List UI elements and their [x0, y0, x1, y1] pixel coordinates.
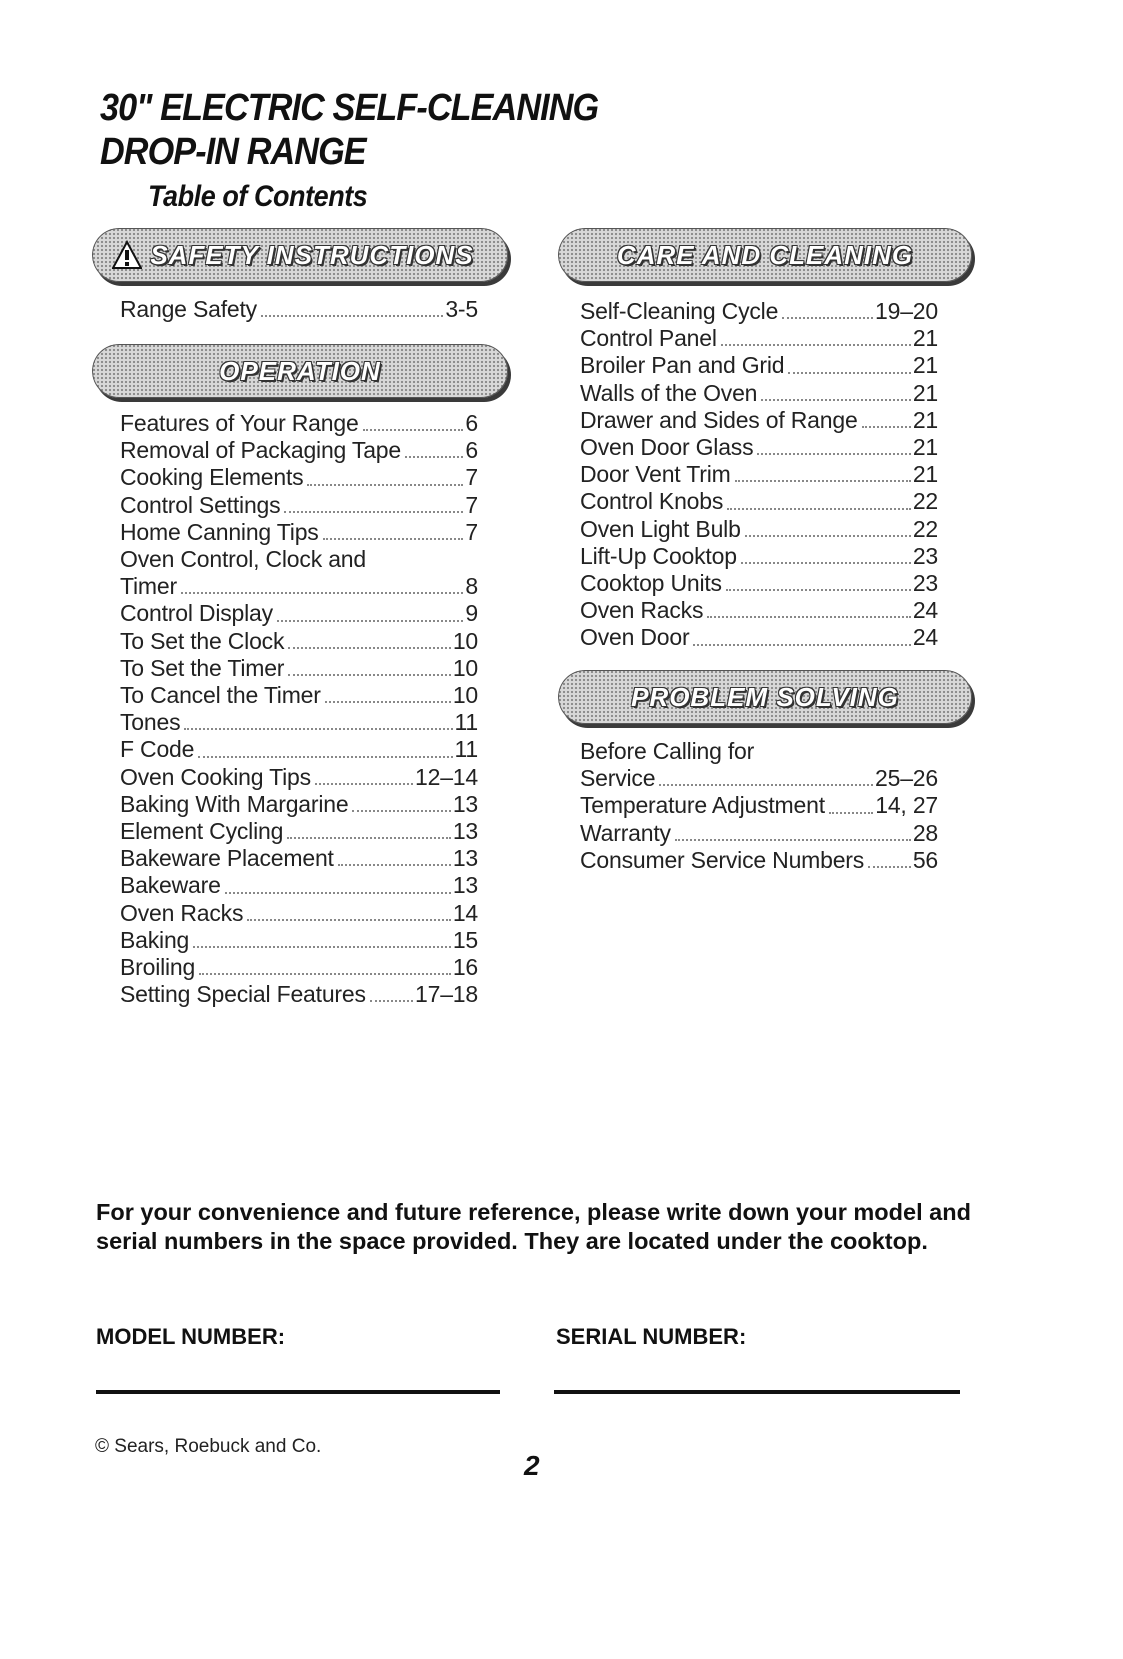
toc-entry	[120, 546, 478, 573]
toc-entry-page: 23	[912, 570, 938, 597]
toc-entry-page: 13	[452, 872, 478, 899]
toc-entry	[120, 927, 478, 954]
dot-leader	[370, 1000, 413, 1002]
toc-entry-title: To Set the Timer	[120, 654, 285, 681]
toc-entry-title: Control Panel	[580, 325, 717, 352]
dot-leader	[726, 589, 911, 591]
dot-leader	[325, 701, 451, 703]
toc-entry-title: Bakeware Placement	[120, 845, 334, 872]
toc-entry-page: 23	[912, 542, 938, 569]
dot-leader	[761, 399, 911, 401]
toc-entry-page: 8	[465, 573, 478, 600]
toc-entry-title: Cooking Elements	[120, 464, 304, 491]
toc-entry-page: 11	[454, 709, 478, 736]
toc-entry-title: Removal of Packaging Tape	[120, 437, 401, 464]
toc-entry-title: Element Cycling	[120, 818, 284, 845]
toc-entry-page: 10	[452, 627, 478, 654]
toc-entry-title: Consumer Service Numbers	[580, 846, 865, 873]
dot-leader	[829, 812, 873, 814]
toc-subtitle: Table of Contents	[148, 180, 368, 213]
toc-entry-page: 14, 27	[875, 792, 938, 819]
toc-entry	[580, 352, 938, 379]
toc-entry	[580, 380, 938, 407]
toc-entry-title: Range Safety	[120, 296, 257, 322]
toc-entry-page: 13	[452, 790, 478, 817]
dot-leader	[741, 562, 911, 564]
toc-entry	[120, 437, 478, 464]
toc-entry-title: Oven Racks	[120, 899, 244, 926]
toc-entry	[580, 325, 938, 352]
toc-entry-page: 3-5	[445, 296, 478, 322]
toc-entry	[120, 492, 478, 519]
banner-label: CARE AND CLEANING	[616, 239, 914, 270]
operation-toc-list	[120, 410, 478, 1008]
page-number: 2	[524, 1450, 540, 1481]
toc-entry	[120, 682, 478, 709]
toc-entry	[580, 570, 938, 597]
toc-entry	[120, 981, 478, 1008]
toc-entry	[120, 573, 478, 600]
dot-leader	[338, 864, 451, 866]
toc-entry	[580, 516, 938, 543]
toc-entry	[120, 872, 478, 899]
dot-leader	[868, 866, 911, 868]
toc-entry-page: 19–20	[875, 298, 938, 324]
banner-label: SAFETY INSTRUCTIONS	[150, 239, 474, 270]
dot-leader	[693, 644, 910, 646]
toc-entry-title: Temperature Adjustment	[580, 792, 825, 819]
toc-entry	[120, 954, 478, 981]
serial-number-line[interactable]	[554, 1390, 960, 1394]
toc-entry-page: 25–26	[875, 765, 938, 792]
dot-leader	[247, 919, 451, 921]
toc-entry	[120, 600, 478, 627]
toc-entry-title: To Cancel the Timer	[120, 682, 321, 709]
safety-instructions-banner	[92, 228, 508, 282]
dot-leader	[782, 317, 873, 319]
toc-entry-page: 17–18	[415, 981, 478, 1008]
toc-entry	[120, 709, 478, 736]
dot-leader	[315, 783, 413, 785]
toc-entry	[120, 464, 478, 491]
toc-entry	[120, 410, 478, 437]
dot-leader	[288, 647, 451, 649]
toc-entry-title: Door Vent Trim	[580, 461, 731, 488]
toc-entry-title: Setting Special Features	[120, 981, 366, 1008]
toc-entry-page: 9	[465, 600, 478, 627]
dot-leader	[181, 592, 463, 594]
toc-entry-title: To Set the Clock	[120, 627, 285, 654]
title-line-2: DROP-IN RANGE	[100, 131, 366, 173]
toc-entry-title: Cooktop Units	[580, 570, 722, 597]
toc-entry-page: 22	[912, 488, 938, 515]
toc-entry-title: Bakeware	[120, 872, 221, 899]
model-number-label: MODEL NUMBER:	[96, 1324, 286, 1349]
toc-entry-title: Baking	[120, 926, 190, 953]
toc-entry-page: 21	[912, 461, 938, 488]
dot-leader	[735, 480, 911, 482]
toc-entry-page: 24	[912, 624, 938, 651]
toc-entry	[580, 298, 938, 325]
dot-leader	[288, 674, 451, 676]
toc-entry-title: Oven Control, Clock and	[120, 546, 366, 573]
copyright-notice: © Sears, Roebuck and Co.	[95, 1436, 322, 1457]
toc-entry	[580, 597, 938, 624]
dot-leader	[199, 973, 451, 975]
toc-entry-title: Control Display	[120, 600, 273, 627]
toc-entry-title: Tones	[120, 709, 181, 736]
toc-entry-title: Warranty	[580, 819, 671, 846]
toc-entry-title: Oven Door Glass	[580, 434, 754, 461]
toc-entry	[580, 543, 938, 570]
toc-entry-title: Features of Your Range	[120, 410, 359, 436]
toc-entry-title: Self-Cleaning Cycle	[580, 298, 779, 324]
dot-leader	[727, 508, 911, 510]
toc-entry-page: 10	[452, 654, 478, 681]
toc-entry	[580, 847, 938, 874]
toc-entry-page: 14	[452, 899, 478, 926]
toc-entry-page: 15	[452, 926, 478, 953]
toc-entry-title: Lift-Up Cooktop	[580, 542, 737, 569]
toc-entry-title: Baking With Margarine	[120, 790, 349, 817]
toc-entry-page: 21	[912, 379, 938, 406]
toc-entry	[120, 900, 478, 927]
toc-entry-page: 12–14	[415, 763, 478, 790]
dot-leader	[745, 535, 911, 537]
toc-entry	[580, 792, 938, 819]
toc-entry-title: Walls of the Oven	[580, 379, 758, 406]
dot-leader	[659, 784, 873, 786]
care-toc-list	[580, 298, 938, 652]
banner-label: OPERATION	[219, 355, 381, 386]
model-number-line[interactable]	[96, 1390, 500, 1394]
toc-entry	[580, 738, 938, 765]
toc-entry-title: Oven Racks	[580, 597, 704, 624]
toc-entry-page: 10	[452, 682, 478, 709]
toc-entry-title: Drawer and Sides of Range	[580, 406, 858, 433]
toc-entry-title: Broiling	[120, 954, 196, 981]
toc-entry	[120, 845, 478, 872]
dot-leader	[323, 538, 464, 540]
toc-entry	[580, 434, 938, 461]
toc-entry-title: Service	[580, 765, 656, 792]
toc-entry-title: Oven Cooking Tips	[120, 763, 311, 790]
toc-entry	[120, 791, 478, 818]
toc-entry-page: 21	[912, 325, 938, 352]
toc-entry-page: 21	[912, 434, 938, 461]
toc-entry-page: 28	[912, 819, 938, 846]
toc-entry	[580, 765, 938, 792]
toc-entry-page: 11	[454, 736, 478, 763]
warning-triangle-icon	[112, 240, 142, 270]
toc-entry	[120, 764, 478, 791]
toc-entry-page: 13	[452, 818, 478, 845]
toc-entry-title: Broiler Pan and Grid	[580, 352, 785, 379]
toc-entry	[120, 818, 478, 845]
toc-entry-page: 21	[912, 406, 938, 433]
dot-leader	[788, 372, 910, 374]
toc-entry	[580, 407, 938, 434]
dot-leader	[193, 946, 451, 948]
toc-entry	[580, 624, 938, 651]
toc-entry-title: Control Knobs	[580, 488, 724, 515]
model-serial-note: For your convenience and future reference, please write down your model and serial numbers in the space provided. They are located under the cooktop.	[96, 1199, 971, 1254]
toc-entry	[580, 820, 938, 847]
dot-leader	[198, 756, 452, 758]
problem-toc-list	[580, 738, 938, 874]
dot-leader	[284, 511, 463, 513]
toc-entry	[120, 655, 478, 682]
dot-leader	[721, 344, 911, 346]
toc-entry-page: 16	[452, 954, 478, 981]
toc-entry-page: 6	[465, 410, 478, 436]
toc-entry-page: 22	[912, 515, 938, 542]
toc-entry	[120, 296, 478, 323]
dot-leader	[405, 456, 463, 458]
toc-entry-title: Before Calling for	[580, 738, 755, 764]
toc-entry-title: Control Settings	[120, 491, 281, 518]
toc-entry-page: 7	[465, 464, 478, 491]
toc-entry-page: 6	[465, 437, 478, 464]
dot-leader	[307, 484, 463, 486]
dot-leader	[862, 426, 911, 428]
toc-entry-page: 56	[912, 846, 938, 873]
dot-leader	[184, 728, 452, 730]
dot-leader	[707, 616, 911, 618]
safety-toc-list	[120, 296, 478, 323]
toc-entry	[120, 628, 478, 655]
toc-entry-title: Home Canning Tips	[120, 518, 319, 545]
banner-label: PROBLEM SOLVING	[631, 681, 899, 712]
toc-entry-page: 7	[465, 518, 478, 545]
toc-entry-title: Oven Light Bulb	[580, 515, 741, 542]
dot-leader	[261, 315, 443, 317]
toc-entry	[120, 736, 478, 763]
dot-leader	[277, 620, 463, 622]
toc-entry-title: Timer	[120, 573, 177, 600]
toc-entry	[580, 461, 938, 488]
toc-entry	[580, 488, 938, 515]
dot-leader	[757, 453, 910, 455]
toc-entry	[120, 519, 478, 546]
serial-number-label: SERIAL NUMBER:	[556, 1324, 747, 1349]
document-title	[100, 86, 598, 174]
dot-leader	[225, 892, 451, 894]
dot-leader	[675, 839, 911, 841]
toc-entry-page: 21	[912, 352, 938, 379]
operation-banner	[92, 344, 508, 398]
dot-leader	[287, 837, 451, 839]
toc-entry-page: 24	[912, 597, 938, 624]
problem-solving-banner	[558, 670, 972, 724]
dot-leader	[363, 429, 464, 431]
toc-entry-page: 7	[465, 491, 478, 518]
toc-entry-title: Oven Door	[580, 624, 690, 651]
care-and-cleaning-banner	[558, 228, 972, 282]
title-line-1: 30" ELECTRIC SELF-CLEANING	[100, 87, 599, 129]
toc-entry-page: 13	[452, 845, 478, 872]
toc-entry-title: F Code	[120, 736, 195, 763]
dot-leader	[352, 810, 450, 812]
